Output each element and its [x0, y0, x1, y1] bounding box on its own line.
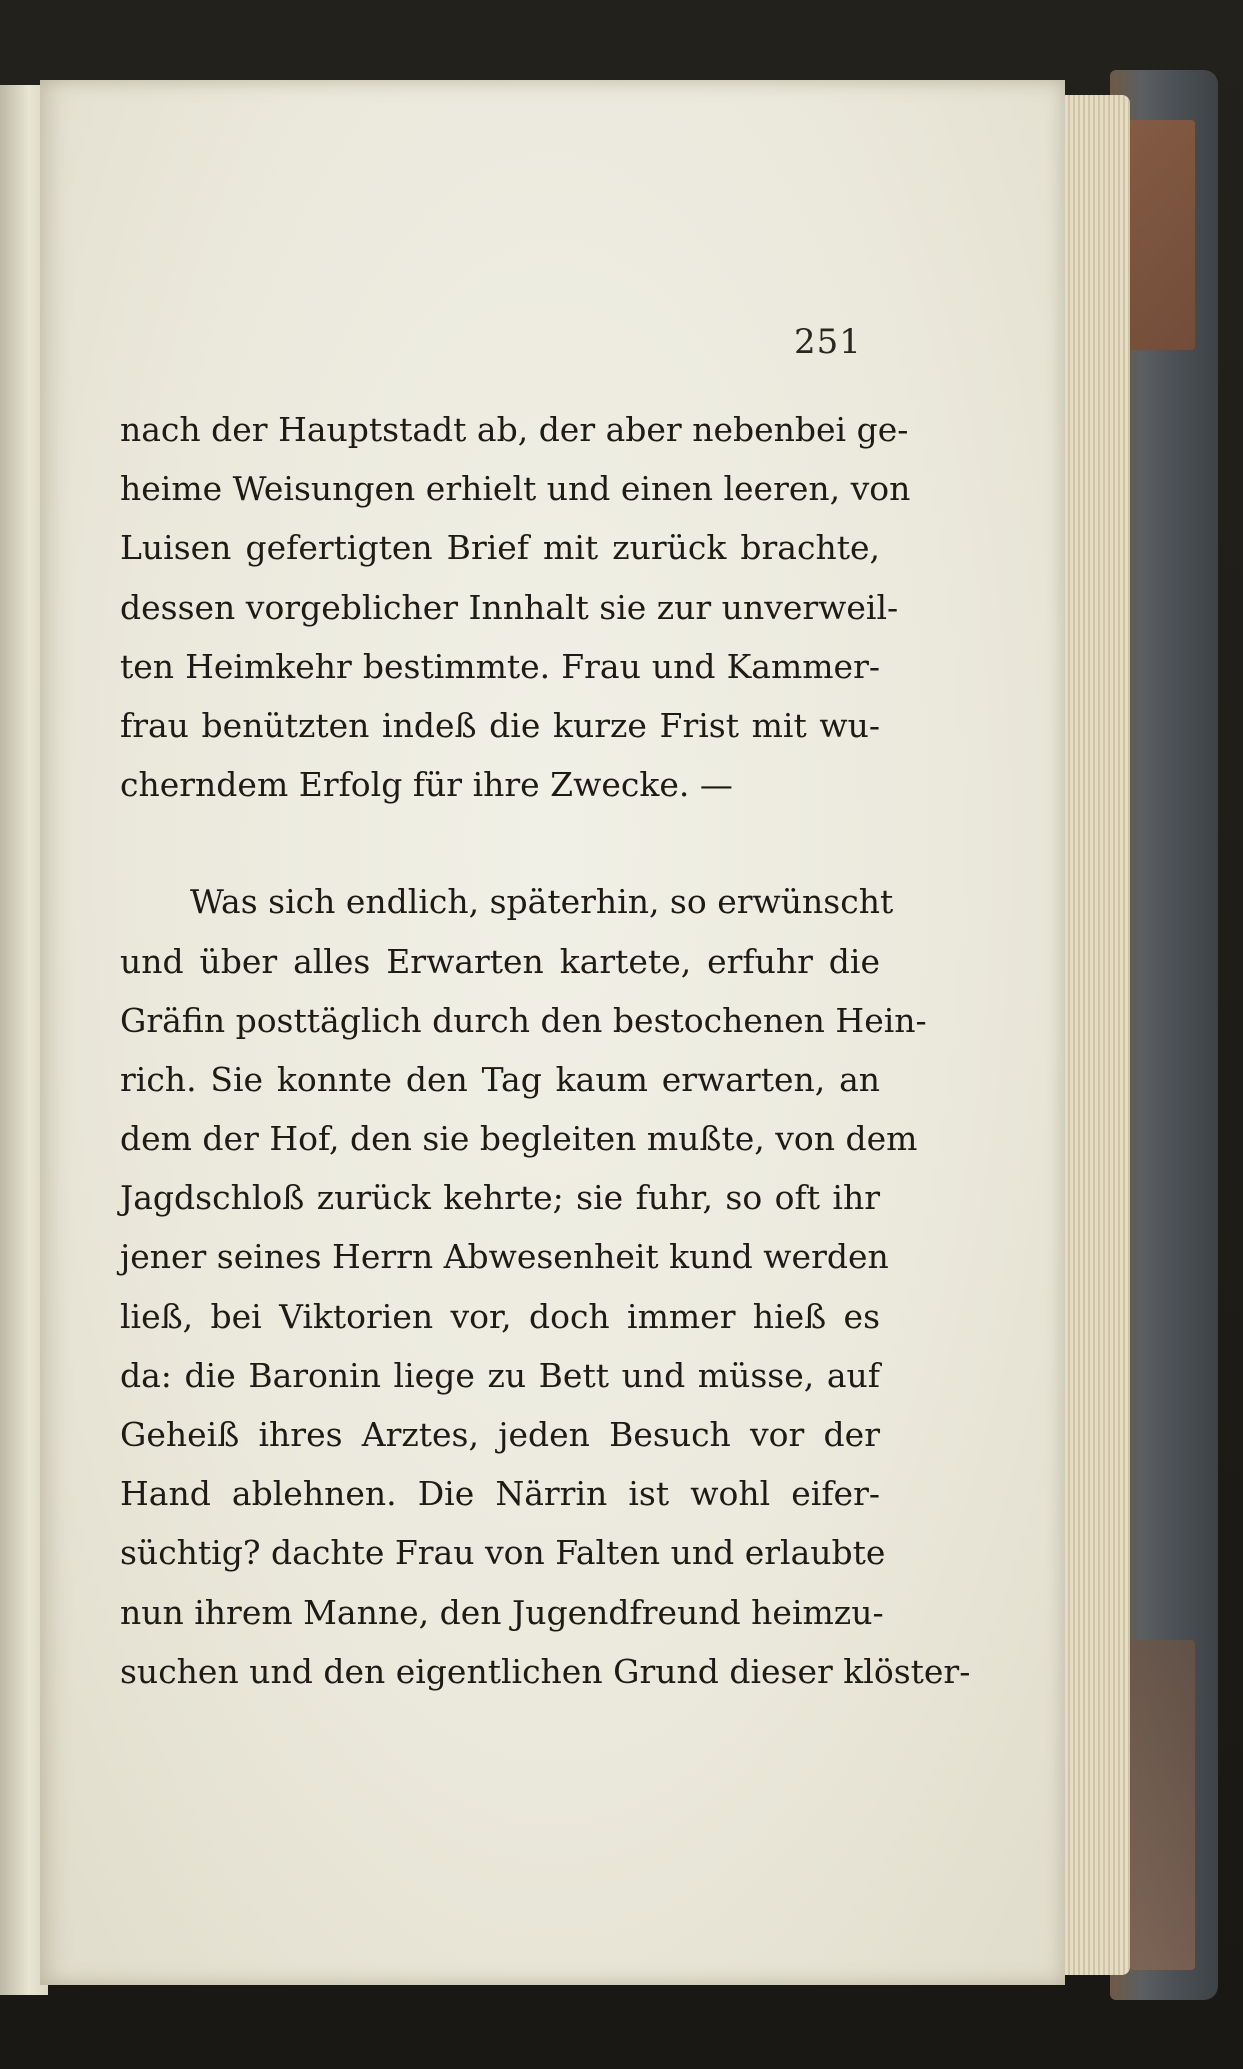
book-cover-leather-top — [1125, 120, 1195, 350]
text-line: dessen vorgeblicher Innhalt sie zur unverweil- — [120, 587, 899, 627]
text-line: Gräfin posttäglich durch den bestochenen Hein- — [120, 1000, 927, 1040]
text-line: Hand ablehnen. Die Närrin ist wohl eifer- — [120, 1474, 880, 1514]
text-line: suchen und den eigentlichen Grund dieser klöster- — [120, 1651, 971, 1691]
text-line: Was sich endlich, späterhin, so erwünscht — [190, 882, 894, 922]
paragraph-gap — [120, 814, 880, 872]
text-line: Luisen gefertigten Brief mit zurück brachte, — [120, 528, 880, 568]
text-line: rich. Sie konnte den Tag kaum erwarten, an — [120, 1059, 880, 1099]
text-line: süchtig? dachte Frau von Falten und erlaubte — [120, 1533, 886, 1573]
text-block — [120, 400, 971, 1701]
text-line: ten Heimkehr bestimmte. Frau und Kammer- — [120, 646, 880, 686]
text-line: cherndem Erfolg für ihre Zwecke. — — [120, 765, 733, 805]
page-number: 251 — [794, 322, 862, 362]
text-line: Geheiß ihres Arztes, jeden Besuch vor der — [120, 1415, 880, 1454]
book-cover-leather-bottom — [1130, 1640, 1195, 1970]
text-line: dem der Hof, den sie begleiten mußte, von dem — [120, 1119, 918, 1159]
text-line: nun ihrem Manne, den Jugendfreund heimzu- — [120, 1592, 884, 1632]
text-line: nach der Hauptstadt ab, der aber nebenbei ge- — [120, 410, 909, 449]
text-line: da: die Baronin liege zu Bett und müsse, auf — [120, 1355, 880, 1395]
text-line: heime Weisungen erhielt und einen leeren, von — [120, 469, 911, 509]
text-line: frau benützten indeß die kurze Frist mit wu- — [120, 705, 880, 745]
text-line: ließ, bei Viktorien vor, doch immer hieß es — [120, 1296, 880, 1336]
text-line: Jagdschloß zurück kehrte; sie fuhr, so oft ihr — [120, 1178, 880, 1218]
text-line: jener seines Herrn Abwesenheit kund werden — [120, 1237, 889, 1277]
text-line: und über alles Erwarten kartete, erfuhr die — [120, 941, 880, 981]
